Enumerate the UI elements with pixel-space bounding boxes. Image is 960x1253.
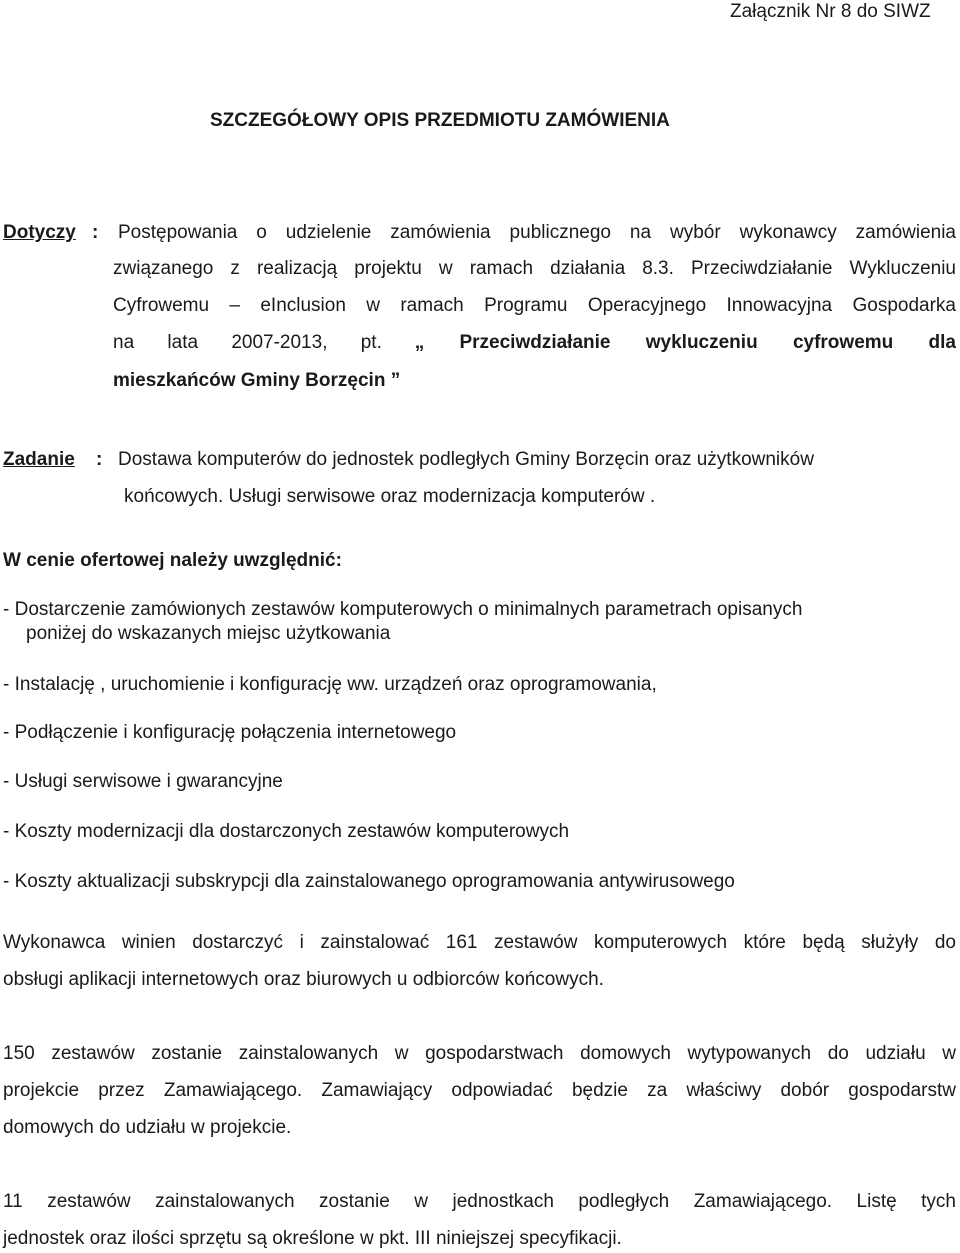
- price-item-6: - Koszty aktualizacji subskrypcji dla zainstalowanego oprogramowania antywirusowego: [3, 871, 735, 892]
- paragraph-1-line-1: Wykonawca winien dostarczyć i zainstalować 161 zestawów komputerowych które będą służyły do: [3, 932, 956, 953]
- dotyczy-line-1: Postępowania o udzielenie zamówienia publicznego na wybór wykonawcy zamówienia: [118, 222, 956, 243]
- price-item-5: - Koszty modernizacji dla dostarczonych zestawów komputerowych: [3, 821, 570, 842]
- dotyczy-line-3: Cyfrowemu – eInclusion w ramach Programu Operacyjnego Innowacyjna Gospodarka: [113, 295, 956, 316]
- project-title-part-2: mieszkańców Gminy Borzęcin ”: [113, 370, 401, 391]
- price-item-3: - Podłączenie i konfigurację połączenia internetowego: [3, 722, 457, 743]
- zadanie-label: Zadanie: [3, 449, 75, 470]
- price-item-1-cont: poniżej do wskazanych miejsc użytkowania: [26, 623, 391, 644]
- paragraph-2-line-2: projekcie przez Zamawiającego. Zamawiający odpowiadać będzie za właściwy dobór gospodarstw: [3, 1080, 956, 1101]
- paragraph-2-line-1: 150 zestawów zostanie zainstalowanych w gospodarstwach domowych wytypowanych do udziału w: [3, 1043, 956, 1064]
- paragraph-1-line-2: obsługi aplikacji internetowych oraz biurowych u odbiorców końcowych.: [3, 969, 604, 990]
- zadanie-line-1: Dostawa komputerów do jednostek podległych Gminy Borzęcin oraz użytkowników: [118, 449, 814, 470]
- dotyczy-colon: :: [92, 222, 99, 243]
- price-item-2: - Instalację , uruchomienie i konfigurację ww. urządzeń oraz oprogramowania,: [3, 674, 657, 695]
- document-title: SZCZEGÓŁOWY OPIS PRZEDMIOTU ZAMÓWIENIA: [210, 110, 670, 131]
- zadanie-line-2: końcowych. Usługi serwisowe oraz modernizacja komputerów .: [124, 486, 656, 507]
- zadanie-colon: :: [96, 449, 103, 470]
- dotyczy-line-2: związanego z realizacją projektu w ramach działania 8.3. Przeciwdziałanie Wykluczeniu: [113, 258, 956, 279]
- price-item-4: - Usługi serwisowe i gwarancyjne: [3, 771, 283, 792]
- dotyczy-line-4: [113, 332, 956, 354]
- dotyczy-label: Dotyczy: [3, 222, 76, 243]
- project-title-part-1: „ Przeciwdziałanie wykluczeniu cyfrowemu dla: [414, 332, 956, 353]
- annex-label: Załącznik Nr 8 do SIWZ: [730, 1, 931, 22]
- price-item-1: - Dostarczenie zamówionych zestawów komputerowych o minimalnych parametrach opisanych: [3, 599, 803, 620]
- price-heading: W cenie ofertowej należy uwzględnić:: [3, 550, 342, 571]
- paragraph-2-line-3: domowych do udziału w projekcie.: [3, 1117, 292, 1138]
- paragraph-3-line-2: jednostek oraz ilości sprzętu są określone w pkt. III niniejszej specyfikacji.: [3, 1228, 622, 1249]
- dotyczy-line-4-prefix: na lata 2007-2013, pt.: [113, 332, 382, 353]
- paragraph-3-line-1: 11 zestawów zainstalowanych zostanie w jednostkach podległych Zamawiającego. Listę tych: [3, 1191, 956, 1212]
